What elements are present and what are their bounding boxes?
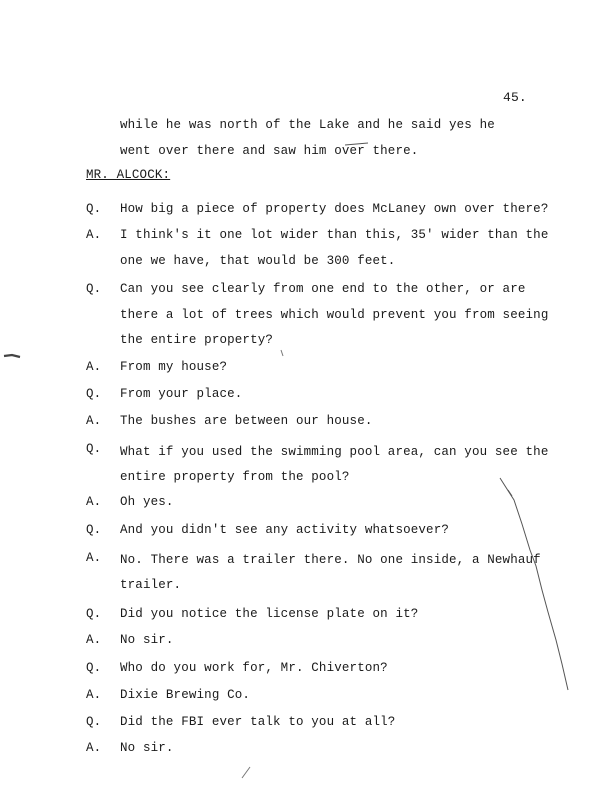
strike-through-mark (345, 143, 368, 145)
exchange-label: Q. (86, 661, 102, 675)
exchange-label: Q. (86, 387, 102, 401)
exchange-label: A. (86, 633, 102, 647)
exchange-line: there a lot of trees which would prevent you from seeing (120, 308, 549, 322)
speaker-label: MR. ALCOCK: (86, 168, 171, 182)
exchange-line: Who do you work for, Mr. Chiverton? (120, 661, 388, 675)
intro-line-1: while he was north of the Lake and he said yes he (120, 118, 495, 132)
exchange-line: Oh yes. (120, 495, 174, 509)
exchange-label: Q. (86, 607, 102, 621)
exchange-line: Did the FBI ever talk to you at all? (120, 715, 396, 729)
exchange-line: How big a piece of property does McLaney own over there? (120, 202, 549, 216)
intro-line-2: went over there and saw him over there. (120, 144, 419, 158)
exchange-line: The bushes are between our house. (120, 414, 373, 428)
exchange-label: Q. (86, 523, 102, 537)
exchange-line: No. There was a trailer there. No one inside, a Newhauf (120, 553, 541, 567)
exchange-line: No sir. (120, 741, 174, 755)
exchange-line: I think's it one lot wider than this, 35' wider than the (120, 228, 549, 242)
exchange-line: Can you see clearly from one end to the other, or are (120, 282, 526, 296)
exchange-label: Q. (86, 282, 102, 296)
left-margin-scribble (4, 355, 20, 357)
page-number: 45. (503, 90, 527, 105)
right-margin-line (500, 478, 568, 690)
exchange-label: A. (86, 741, 102, 755)
exchange-label: A. (86, 360, 102, 374)
exchange-line: From your place. (120, 387, 243, 401)
exchange-line: Did you notice the license plate on it? (120, 607, 419, 621)
exchange-label: Q. (86, 715, 102, 729)
exchange-label: A. (86, 228, 102, 242)
stray-mark (281, 350, 283, 356)
exchange-label: A. (86, 551, 102, 565)
exchange-label: A. (86, 688, 102, 702)
exchange-line: What if you used the swimming pool area, can you see the (120, 445, 549, 459)
exchange-line: No sir. (120, 633, 174, 647)
exchange-line: And you didn't see any activity whatsoever? (120, 523, 450, 537)
exchange-label: Q. (86, 442, 102, 456)
exchange-line: one we have, that would be 300 feet. (120, 254, 396, 268)
exchange-label: A. (86, 414, 102, 428)
right-margin-tick (508, 490, 512, 496)
exchange-line: entire property from the pool? (120, 470, 350, 484)
exchange-label: Q. (86, 202, 102, 216)
exchange-line: Dixie Brewing Co. (120, 688, 251, 702)
exchange-line: From my house? (120, 360, 228, 374)
exchange-label: A. (86, 495, 102, 509)
stray-mark-bottom (242, 767, 250, 778)
exchange-line: trailer. (120, 578, 182, 592)
exchange-line: the entire property? (120, 333, 274, 347)
